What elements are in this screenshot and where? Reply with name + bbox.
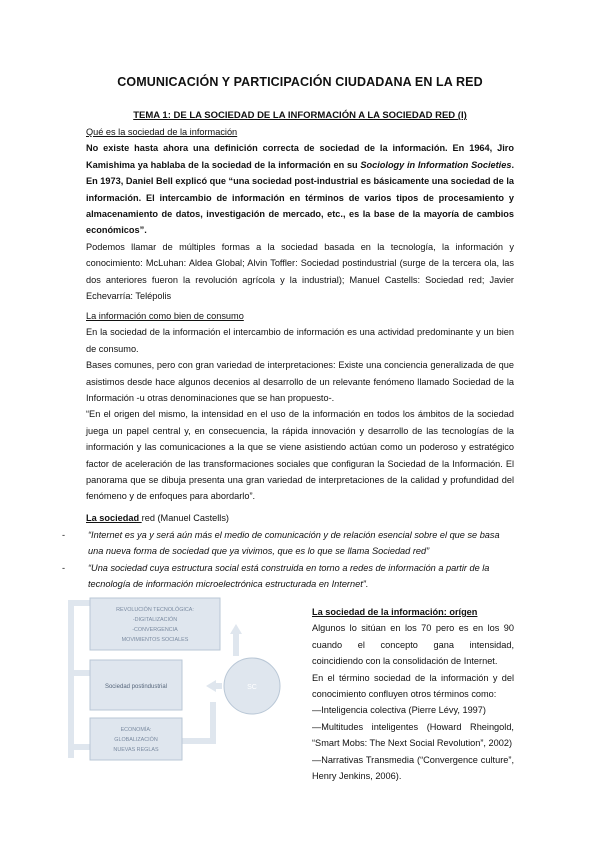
list-item: —Multitudes inteligentes (Howard Rheingold, “Smart Mobs: The Next Social Revolution”, 2002) bbox=[312, 721, 514, 749]
paragraph: No existe hasta ahora una definición correcta de sociedad de la información. En 1964, Jiro Kamishima ya hablaba de la sociedad de la información en su Sociology in Information Societies. En 1973, Daniel Bell explicó que “una sociedad post-industrial es básicamente una sociedad de la información. El intercambio de información en términos de varios tipos de procesamiento y almacenamiento de datos, investigación de mercado, etc., es la base de la mayoría de cambios económicos”. bbox=[86, 143, 514, 236]
diagram-box-economy bbox=[90, 718, 182, 760]
section-network-society-heading bbox=[86, 510, 514, 526]
document-title: COMUNICACIÓN Y PARTICIPACIÓN CIUDADANA EN LA RED bbox=[117, 75, 483, 89]
section-heading: La información como bien de consumo bbox=[86, 311, 244, 321]
svg-text:ECONOMÍA:: ECONOMÍA: bbox=[120, 727, 152, 733]
section-consumer-good bbox=[86, 308, 514, 505]
section-heading: Qué es la sociedad de la información bbox=[86, 127, 238, 137]
list-item: —Narrativas Transmedia (“Convergence culture”, Henry Jenkins, 2006). bbox=[312, 754, 514, 782]
paragraph: En la sociedad de la información el intercambio de información es una actividad predominante y un bien de consumo. bbox=[86, 327, 514, 354]
section-origin bbox=[312, 604, 514, 784]
list-item: - “Internet es ya y será aún más el medio de comunicación y de relación esencial sobre el que se basa una nueva forma de sociedad que ya vivimos, que es lo que se llama Sociedad red” bbox=[62, 530, 500, 557]
diagram-circle bbox=[224, 658, 280, 714]
section-heading: La sociedad red (Manuel Castells) bbox=[86, 513, 229, 523]
section-what-is bbox=[86, 124, 514, 304]
topic-title: TEMA 1: DE LA SOCIEDAD DE LA INFORMACIÓN A LA SOCIEDAD RED (I) bbox=[133, 110, 467, 121]
book-title: Sociology in Information Societies bbox=[360, 159, 512, 170]
diagram-box-postindustrial bbox=[90, 660, 182, 710]
svg-text:GLOBALIZACIÓN: GLOBALIZACIÓN bbox=[114, 737, 158, 743]
diagram-box-technology bbox=[90, 598, 220, 650]
paragraph: “En el origen del mismo, la intensidad en el uso de la información en todos los ámbitos de la sociedad juega un papel central y, en consecuencia, la rápida innovación y desarrollo de las tecnologías de la información y las comunicaciones a la que se viene asistiendo actúan como un poderoso y estratégico factor de aceleración de las transformaciones sociales que configuran la Sociedad de la Información. El panorama que se dibuja presenta una gran variedad de interpretaciones de la calidad y profundidad del fenómeno y de enfoques para abordarlo”. bbox=[86, 409, 514, 502]
quote-list bbox=[62, 527, 514, 593]
svg-text:-DIGITALIZACIÓN: -DIGITALIZACIÓN bbox=[132, 617, 178, 623]
list-item: - “Una sociedad cuya estructura social está construida en torno a redes de información a partir de la tecnología de información microelectrónica estructurada en Internet”. bbox=[62, 562, 490, 590]
paragraph: En el término sociedad de la información y del conocimiento confluyen otros términos como: bbox=[312, 672, 514, 700]
paragraph: Bases comunes, pero con gran variedad de interpretaciones: Existe una conciencia generalizada de que asistimos desde hace algunos decenios al desarrollo de un relevante fenómeno llamado Sociedad de la Información -u otras denominaciones que se han propuesto-. bbox=[86, 360, 514, 404]
svg-text:NUEVAS REGLAS: NUEVAS REGLAS bbox=[113, 747, 159, 753]
paragraph: Algunos lo sitúan en los 70 pero es en los 90 cuando el concepto gana intensidad, coincidiendo con la consolidación de Internet. bbox=[312, 623, 514, 667]
svg-text:-CONVERGENCIA: -CONVERGENCIA bbox=[132, 627, 178, 633]
paragraph: Podemos llamar de múltiples formas a la sociedad basada en la tecnología, la información y conocimiento: McLuhan: Aldea Global; Alvin Toffler: Sociedad postindustrial (surge de la tercera ola, las dos anteriores fueron la revolución agrícola y la industrial); Manuel Castells: Sociedad red; Javier Echevarría: Telépolis bbox=[86, 241, 514, 302]
svg-text:SC: SC bbox=[247, 684, 257, 691]
svg-text:MOVIMIENTOS SOCIALES: MOVIMIENTOS SOCIALES bbox=[121, 637, 189, 643]
society-diagram bbox=[60, 594, 300, 764]
svg-text:Sociedad postindustrial: Sociedad postindustrial bbox=[104, 684, 168, 690]
section-heading: La sociedad de la información: orígen bbox=[312, 607, 478, 617]
list-item: —Inteligencia colectiva (Pierre Lévy, 1997) bbox=[312, 705, 486, 716]
svg-text:REVOLUCIÓN TECNOLÓGICA:: REVOLUCIÓN TECNOLÓGICA: bbox=[116, 607, 194, 613]
